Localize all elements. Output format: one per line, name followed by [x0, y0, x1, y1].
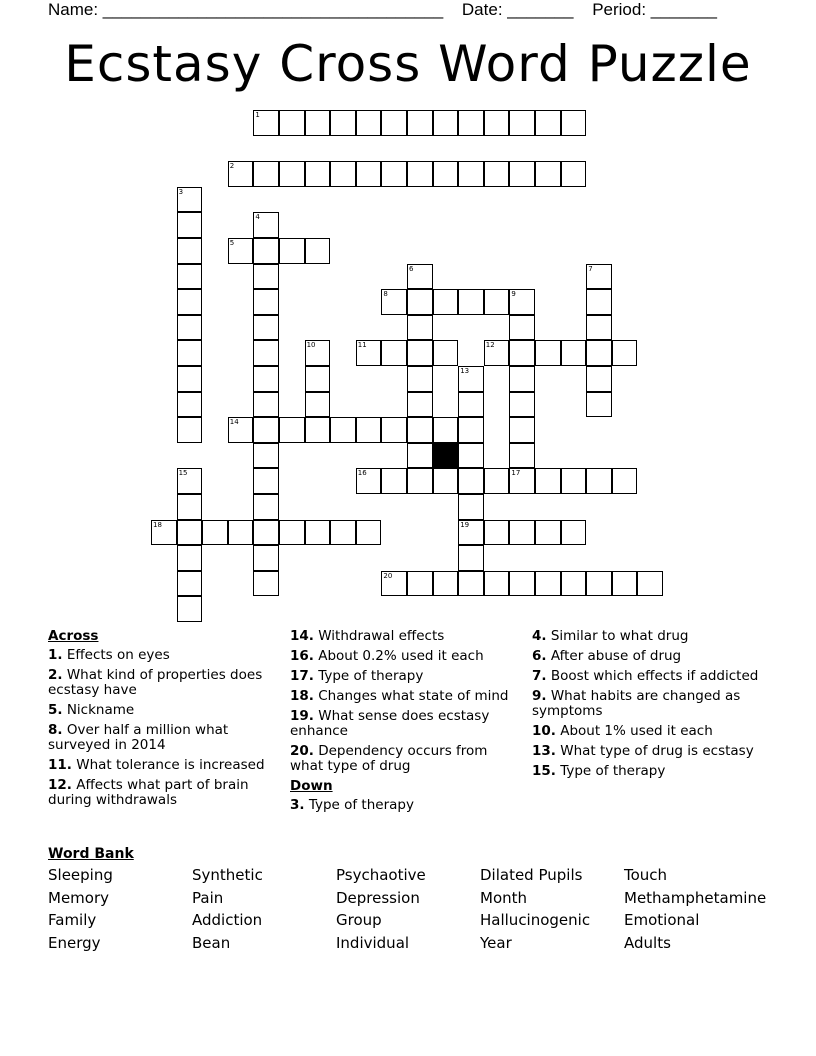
grid-cell[interactable]: [484, 110, 510, 136]
grid-cell[interactable]: [330, 417, 356, 443]
word-bank-item: Hallucinogenic: [480, 911, 591, 929]
clue-item: 8. Over half a million what surveyed in 2014: [48, 722, 229, 753]
clue-number: 1: [255, 111, 260, 119]
clue-number: 11: [357, 341, 367, 350]
grid-cell[interactable]: [407, 161, 433, 187]
grid-cell[interactable]: [381, 340, 407, 366]
word-bank-item: Psychaotive: [336, 866, 426, 884]
grid-cell[interactable]: [177, 187, 203, 213]
grid-cell[interactable]: [561, 340, 587, 366]
grid-cell[interactable]: [535, 468, 561, 494]
grid-cell[interactable]: [381, 468, 407, 494]
grid-cell[interactable]: [509, 110, 535, 136]
grid-cell[interactable]: [177, 340, 203, 366]
clue-number: 15: [178, 469, 188, 478]
grid-cell[interactable]: [433, 571, 459, 597]
grid-cell[interactable]: [305, 340, 331, 366]
clue-number: 3: [178, 187, 184, 196]
clue-number: 5: [229, 239, 235, 247]
grid-cell[interactable]: [253, 520, 279, 546]
grid-cell[interactable]: [407, 315, 433, 341]
grid-cell[interactable]: [407, 443, 433, 469]
grid-cell[interactable]: [253, 392, 279, 418]
word-bank-heading: Word Bank: [48, 846, 134, 862]
word-bank-item: Emotional: [624, 911, 700, 929]
grid-cell[interactable]: [612, 468, 638, 494]
grid-cell[interactable]: [356, 417, 382, 443]
grid-cell[interactable]: [509, 571, 535, 597]
grid-cell[interactable]: [407, 392, 433, 418]
clue-number: 17: [511, 469, 521, 478]
grid-cell[interactable]: [458, 110, 484, 136]
clue-number: 8: [383, 290, 388, 299]
grid-cell[interactable]: [433, 340, 459, 366]
grid-cell[interactable]: [253, 366, 279, 392]
word-bank-item: Adults: [624, 934, 671, 952]
grid-cell[interactable]: [407, 468, 433, 494]
grid-cell[interactable]: [305, 110, 331, 136]
grid-cell[interactable]: [177, 468, 203, 494]
grid-cell[interactable]: [305, 161, 331, 187]
grid-cell[interactable]: [177, 571, 203, 597]
grid-cell[interactable]: [279, 161, 305, 187]
grid-cell[interactable]: [305, 392, 331, 418]
grid-cell[interactable]: [458, 520, 484, 546]
grid-cell[interactable]: [253, 340, 279, 366]
grid-cell[interactable]: [407, 289, 433, 315]
grid-cell[interactable]: [381, 161, 407, 187]
grid-cell[interactable]: [484, 289, 510, 315]
across-clues-col-2: [290, 629, 516, 818]
word-bank-item: Dilated Pupils: [480, 866, 583, 884]
grid-cell[interactable]: [177, 596, 203, 622]
clue-number: 6: [409, 264, 414, 273]
grid-cell[interactable]: [586, 468, 612, 494]
grid-cell[interactable]: [612, 340, 638, 366]
word-bank-item: Pain: [192, 889, 224, 907]
grid-cell[interactable]: [330, 110, 356, 136]
grid-cell[interactable]: [228, 161, 254, 187]
grid-cell[interactable]: [253, 494, 279, 520]
grid-cell[interactable]: [458, 494, 484, 520]
grid-cell[interactable]: [535, 340, 561, 366]
across-clues-col-1: [48, 629, 276, 813]
word-bank-item: Depression: [336, 889, 420, 907]
clue-number: 4: [255, 213, 260, 222]
grid-cell[interactable]: [484, 340, 510, 366]
grid-cell[interactable]: [586, 340, 612, 366]
grid-cell[interactable]: [586, 392, 612, 418]
clue-item: 2. What kind of properties does ecstasy have: [48, 667, 263, 698]
grid-cell[interactable]: [253, 238, 279, 264]
grid-cell[interactable]: [407, 264, 433, 290]
page-title: Ecstasy Cross Word Puzzle: [64, 35, 752, 93]
period-field-label: Period: _______: [592, 0, 717, 19]
grid-cell[interactable]: [228, 520, 254, 546]
grid-cell[interactable]: [177, 417, 203, 443]
grid-cell[interactable]: [561, 468, 587, 494]
clue-item: 18. Changes what state of mind: [290, 688, 509, 704]
grid-cell[interactable]: [253, 468, 279, 494]
grid-cell[interactable]: [305, 417, 331, 443]
grid-cell[interactable]: [407, 417, 433, 443]
grid-cell[interactable]: [433, 161, 459, 187]
grid-cell[interactable]: [177, 520, 203, 546]
grid-cell[interactable]: [407, 366, 433, 392]
word-bank-item: Individual: [336, 934, 410, 952]
grid-cell[interactable]: [433, 289, 459, 315]
word-bank-item: Sleeping: [48, 866, 113, 884]
clue-number: 16: [357, 469, 367, 478]
grid-cell[interactable]: [535, 110, 561, 136]
word-bank-item: Month: [480, 889, 528, 907]
clue-item: 11. What tolerance is increased: [48, 757, 265, 773]
grid-cell[interactable]: [381, 417, 407, 443]
grid-cell[interactable]: [586, 264, 612, 290]
grid-cell[interactable]: [253, 315, 279, 341]
grid-cell[interactable]: [381, 289, 407, 315]
date-field-label: Date: _______: [461, 0, 574, 19]
grid-cell[interactable]: [561, 110, 587, 136]
word-bank-item: Addiction: [192, 911, 263, 929]
grid-cell[interactable]: [177, 545, 203, 571]
grid-cell[interactable]: [509, 161, 535, 187]
grid-cell[interactable]: [433, 468, 459, 494]
grid-cell[interactable]: [458, 571, 484, 597]
grid-cell[interactable]: [586, 571, 612, 597]
grid-cell[interactable]: [356, 520, 382, 546]
grid-cell[interactable]: [458, 392, 484, 418]
grid-cell[interactable]: [151, 520, 177, 546]
clue-item: 17. Type of therapy: [290, 668, 424, 684]
word-bank-item: Methamphetamine: [624, 889, 767, 907]
clue-item: 6. After abuse of drug: [532, 648, 682, 664]
grid-cell[interactable]: [586, 289, 612, 315]
grid-cell[interactable]: [305, 238, 331, 264]
grid-cell[interactable]: [279, 520, 305, 546]
grid-cell[interactable]: [458, 468, 484, 494]
grid-cell[interactable]: [253, 289, 279, 315]
grid-cell[interactable]: [561, 571, 587, 597]
name-field-label: Name: ____________________________________: [48, 0, 444, 19]
grid-cell[interactable]: [509, 289, 535, 315]
grid-cell[interactable]: [484, 520, 510, 546]
clue-item: 14. Withdrawal effects: [290, 628, 445, 644]
clue-item: 1. Effects on eyes: [48, 647, 170, 663]
grid-cell[interactable]: [177, 289, 203, 315]
grid-cell[interactable]: [458, 366, 484, 392]
grid-cell[interactable]: [637, 571, 663, 597]
down-clues-col: [532, 629, 762, 784]
down-heading: Down: [290, 778, 333, 794]
grid-cell[interactable]: [177, 392, 203, 418]
grid-cell[interactable]: [253, 417, 279, 443]
grid-cell[interactable]: [509, 468, 535, 494]
grid-cell[interactable]: [253, 545, 279, 571]
clue-number: 14: [229, 418, 239, 427]
grid-cell[interactable]: [253, 212, 279, 238]
grid-cell[interactable]: [381, 110, 407, 136]
grid-cell[interactable]: [305, 366, 331, 392]
grid-cell[interactable]: [612, 571, 638, 597]
grid-cell[interactable]: [458, 417, 484, 443]
clue-item: 20. Dependency occurs from what type of drug: [290, 743, 488, 774]
grid-cell[interactable]: [253, 264, 279, 290]
clue-number: 2: [229, 162, 235, 171]
grid-cell[interactable]: [458, 161, 484, 187]
grid-cell[interactable]: [535, 520, 561, 546]
word-bank-item: Memory: [48, 889, 110, 907]
grid-cell[interactable]: [484, 571, 510, 597]
grid-cell[interactable]: [509, 366, 535, 392]
clue-number: 9: [511, 290, 516, 299]
grid-cell[interactable]: [356, 161, 382, 187]
clue-number: 7: [588, 264, 593, 273]
word-bank-item: Touch: [624, 866, 668, 884]
word-bank-item: Energy: [48, 934, 101, 952]
grid-cell[interactable]: [407, 110, 433, 136]
clue-item: 15. Type of therapy: [532, 763, 666, 779]
across-heading: Across: [48, 628, 99, 644]
grid-cell[interactable]: [484, 468, 510, 494]
grid-cell[interactable]: [330, 520, 356, 546]
clue-number: 18: [153, 520, 162, 529]
grid-cell[interactable]: [407, 340, 433, 366]
grid-cell[interactable]: [561, 520, 587, 546]
grid-cell[interactable]: [458, 443, 484, 469]
grid-cell[interactable]: [356, 110, 382, 136]
clue-number: 19: [460, 520, 470, 529]
grid-cell[interactable]: [305, 520, 331, 546]
grid-cell[interactable]: [586, 315, 612, 341]
grid-cell[interactable]: [509, 443, 535, 469]
grid-cell[interactable]: [177, 264, 203, 290]
grid-cell[interactable]: [279, 417, 305, 443]
grid-cell[interactable]: [458, 289, 484, 315]
grid-cell[interactable]: [177, 238, 203, 264]
word-bank-item: Synthetic: [192, 866, 263, 884]
grid-cell[interactable]: [535, 161, 561, 187]
grid-cell[interactable]: [561, 161, 587, 187]
grid-cell[interactable]: [253, 110, 279, 136]
grid-cell[interactable]: [177, 494, 203, 520]
grid-cell[interactable]: [509, 340, 535, 366]
grid-cell[interactable]: [586, 366, 612, 392]
clue-number: 13: [460, 367, 470, 375]
grid-cell[interactable]: [228, 417, 254, 443]
grid-cell[interactable]: [177, 315, 203, 341]
grid-cell[interactable]: [407, 571, 433, 597]
grid-cell[interactable]: [253, 443, 279, 469]
grid-cell[interactable]: [381, 571, 407, 597]
clue-item: 5. Nickname: [48, 702, 135, 718]
clue-item: 10. About 1% used it each: [532, 723, 713, 739]
clue-item: 16. About 0.2% used it each: [290, 648, 484, 664]
grid-cell[interactable]: [433, 110, 459, 136]
grid-cell[interactable]: [177, 212, 203, 238]
grid-cell[interactable]: [202, 520, 228, 546]
clue-item: 19. What sense does ecstasy enhance: [290, 708, 490, 739]
grid-cell[interactable]: [356, 468, 382, 494]
clue-number: 20: [383, 571, 393, 580]
word-bank-item: Year: [480, 934, 512, 952]
clue-item: 4. Similar to what drug: [532, 628, 689, 644]
grid-cell[interactable]: [253, 571, 279, 597]
grid-cell[interactable]: [509, 520, 535, 546]
word-bank-item: Bean: [192, 934, 231, 952]
word-bank-item: Group: [336, 911, 382, 929]
clue-item: 9. What habits are changed as symptoms: [532, 688, 741, 719]
grid-cell[interactable]: [279, 110, 305, 136]
grid-cell[interactable]: [509, 392, 535, 418]
clue-item: 7. Boost which effects if addicted: [532, 668, 759, 684]
word-bank-item: Family: [48, 911, 97, 929]
clue-item: 3. Type of therapy: [290, 797, 414, 813]
grid-cell[interactable]: [433, 417, 459, 443]
grid-cell[interactable]: [484, 161, 510, 187]
grid-cell[interactable]: [535, 571, 561, 597]
clue-item: 12. Affects what part of brain during withdrawals: [48, 777, 249, 808]
grid-cell[interactable]: [356, 340, 382, 366]
black-square: [433, 443, 459, 469]
grid-cell[interactable]: [253, 161, 279, 187]
grid-cell[interactable]: [279, 238, 305, 264]
grid-cell[interactable]: [330, 161, 356, 187]
clue-item: 13. What type of drug is ecstasy: [532, 743, 754, 759]
grid-cell[interactable]: [458, 545, 484, 571]
grid-cell[interactable]: [509, 417, 535, 443]
clue-number: 12: [485, 341, 495, 350]
grid-cell[interactable]: [509, 315, 535, 341]
grid-cell[interactable]: [177, 366, 203, 392]
grid-cell[interactable]: [228, 238, 254, 264]
clue-number: 10: [306, 341, 316, 350]
